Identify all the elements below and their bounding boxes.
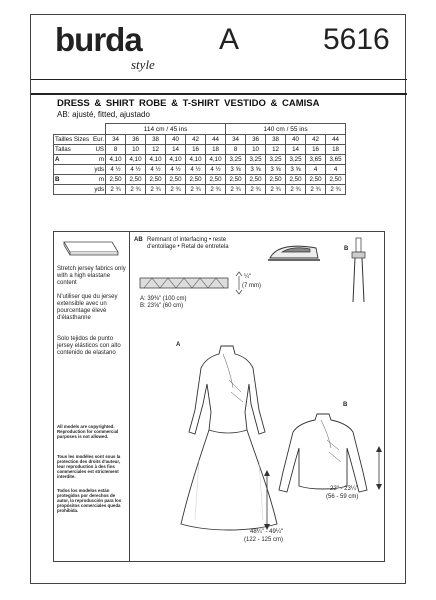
fabric-note-fr: N'utiliser que du jersey extensible avec un pourcentage élevé d'élasthanne <box>57 294 118 321</box>
interfacing-line-1: Remnant of interfacing • reste <box>147 237 227 243</box>
yardage-cell: 2 ¾ <box>266 185 286 195</box>
eur-size: 36 <box>126 135 146 145</box>
iron-icon <box>264 240 324 264</box>
view-letter: A <box>219 23 240 56</box>
us-size: 8 <box>106 145 126 155</box>
yardage-cell: 2,50 <box>226 175 246 185</box>
view-a-length-cm: (122 - 125 cm) <box>244 537 284 543</box>
copyright-es: Todos los modelos están protegidos por derechos de autor, la reproducción para los propósitos comerciales queda prohibida. <box>57 488 122 513</box>
sizes-label: Tailles Sizes <box>55 136 90 143</box>
yardage-cell: 4 ½ <box>186 165 206 175</box>
yardage-cell: 4 ½ <box>166 165 186 175</box>
pattern-envelope-back <box>30 14 406 584</box>
header-rule-thick <box>31 93 407 95</box>
eur-size: 44 <box>326 135 346 145</box>
yardage-cell: 4 ½ <box>106 165 126 175</box>
fabric-icon <box>60 238 120 260</box>
view-b-length-cm: (56 - 59 cm) <box>326 494 359 500</box>
yardage-cell: 2,50 <box>306 175 326 185</box>
yardage-cell: 4,10 <box>166 155 186 165</box>
copyright-en: All models are copyrighted. Reproduction for commercial purposes is not allowed. <box>57 424 119 439</box>
row-unit: yds <box>90 165 106 175</box>
view-b-length-arrow <box>374 446 384 490</box>
yardage-cell: 4,10 <box>206 155 226 165</box>
eur-size: 40 <box>166 135 186 145</box>
yardage-cell: 2 ¾ <box>166 185 186 195</box>
yardage-cell: 2 ¾ <box>206 185 226 195</box>
yardage-cell: 3,25 <box>226 155 246 165</box>
row-unit: yds <box>90 185 106 195</box>
us-size: 12 <box>146 145 166 155</box>
yardage-cell: 2 ¾ <box>126 185 146 195</box>
yardage-cell: 2 ¾ <box>306 185 326 195</box>
us-size: 10 <box>126 145 146 155</box>
us-size: 12 <box>266 145 286 155</box>
us-size: 18 <box>206 145 226 155</box>
eur-size: 44 <box>206 135 226 145</box>
us-size: 14 <box>286 145 306 155</box>
yardage-cell: 4,10 <box>146 155 166 165</box>
interfacing-label: AB <box>134 237 143 243</box>
yardage-cell: 4,10 <box>126 155 146 165</box>
interfacing-width-mm: (7 mm) <box>242 283 261 289</box>
fit-subtitle: AB: ajusté, fitted, ajustado <box>57 110 150 119</box>
yardage-cell: 4 ½ <box>126 165 146 175</box>
yardage-cell: 2,50 <box>206 175 226 185</box>
eur-size: 42 <box>186 135 206 145</box>
view-a-label: A <box>176 342 181 348</box>
row-unit: m <box>90 175 106 185</box>
yardage-cell: 2,50 <box>146 175 166 185</box>
garment-title: DRESS & SHIRT ROBE & T-SHIRT VESTIDO & CAMISA <box>57 98 320 109</box>
header-rule <box>31 79 407 80</box>
interfacing-width-in: ¼" <box>244 274 252 280</box>
yardage-cell: 4 <box>306 165 326 175</box>
tallas-label: Tallas <box>54 145 91 155</box>
eur-size: 34 <box>226 135 246 145</box>
us-label: US <box>90 145 106 155</box>
yardage-cell: 2 ¾ <box>286 185 306 195</box>
yardage-cell: 2,50 <box>286 175 306 185</box>
yardage-cell: 4 ½ <box>206 165 226 175</box>
yardage-cell: 2 ¾ <box>246 185 266 195</box>
yardage-cell: 2,50 <box>266 175 286 185</box>
yardage-cell: 3 ⅝ <box>286 165 306 175</box>
yardage-cell: 3 ⅝ <box>226 165 246 175</box>
needle-label: B <box>344 246 349 252</box>
eur-size: 40 <box>286 135 306 145</box>
interfacing-length-b: B: 23⅝" (60 cm) <box>140 303 184 309</box>
width-140: 140 cm / 55 ins <box>226 124 346 135</box>
instructions-panel <box>53 231 385 562</box>
eur-label: Eur. <box>90 135 106 145</box>
copyright-fr: Tous les modèles sont sous la protection des droits d'auteur, leur reproduction à des fins commerciales est strictement interdite. <box>57 454 121 479</box>
view-a-length-in: 48¼" - 49¼" <box>250 529 283 535</box>
yardage-table <box>53 123 346 195</box>
yardage-cell: 2,50 <box>186 175 206 185</box>
us-size: 10 <box>246 145 266 155</box>
yardage-cell: 4,10 <box>106 155 126 165</box>
yardage-cell: 2,50 <box>246 175 266 185</box>
row-unit: m <box>90 155 106 165</box>
yardage-cell: 3,25 <box>266 155 286 165</box>
yardage-cell: 3,65 <box>306 155 326 165</box>
row-label: A <box>54 155 91 165</box>
brand-logo-sub: style <box>131 57 155 72</box>
eur-size: 38 <box>146 135 166 145</box>
yardage-cell: 3,25 <box>246 155 266 165</box>
yardage-cell: 4,10 <box>186 155 206 165</box>
row-label <box>54 185 91 195</box>
us-size: 8 <box>226 145 246 155</box>
yardage-cell: 3,65 <box>326 155 346 165</box>
row-label: B <box>54 175 91 185</box>
width-114: 114 cm / 45 ins <box>106 124 226 135</box>
view-b-length-in: 22" - 23¼" <box>330 486 358 492</box>
yardage-cell: 4 <box>326 165 346 175</box>
eur-size: 42 <box>306 135 326 145</box>
yardage-cell: 3 ⅝ <box>266 165 286 175</box>
yardage-cell: 2 ¾ <box>186 185 206 195</box>
yardage-cell: 2 ¾ <box>326 185 346 195</box>
eur-size: 34 <box>106 135 126 145</box>
yardage-cell: 3 ⅝ <box>246 165 266 175</box>
interfacing-line-2: d'entoilage • Retal de entretela <box>147 244 229 250</box>
yardage-cell: 2,50 <box>166 175 186 185</box>
yardage-cell: 4 ½ <box>146 165 166 175</box>
header <box>31 15 407 77</box>
yardage-cell: 2,50 <box>106 175 126 185</box>
us-size: 16 <box>306 145 326 155</box>
yardage-cell: 2 ¾ <box>226 185 246 195</box>
twin-needle-icon <box>344 238 374 308</box>
fabric-note-en: Stretch jersey fabrics only with a high elastane content <box>57 266 126 286</box>
eur-size: 38 <box>266 135 286 145</box>
yardage-cell: 2,50 <box>126 175 146 185</box>
yardage-cell: 2,50 <box>326 175 346 185</box>
eur-size: 36 <box>246 135 266 145</box>
yardage-cell: 2 ¾ <box>106 185 126 195</box>
brand-logo: burda <box>55 21 142 58</box>
view-b-shirt-illustration <box>269 410 379 500</box>
yardage-cell: 3,25 <box>286 155 306 165</box>
pattern-number: 5616 <box>323 23 390 56</box>
fabric-note-es: Solo tejidos de punto jersey elásticos con alto contenido de elastano <box>57 336 121 356</box>
row-label <box>54 165 91 175</box>
fabric-column <box>54 232 130 561</box>
us-size: 16 <box>186 145 206 155</box>
yardage-cell: 2 ¾ <box>146 185 166 195</box>
us-size: 18 <box>326 145 346 155</box>
view-b-label: B <box>343 402 348 408</box>
us-size: 14 <box>166 145 186 155</box>
interfacing-length-a: A: 39⅜" (100 cm) <box>140 296 187 302</box>
